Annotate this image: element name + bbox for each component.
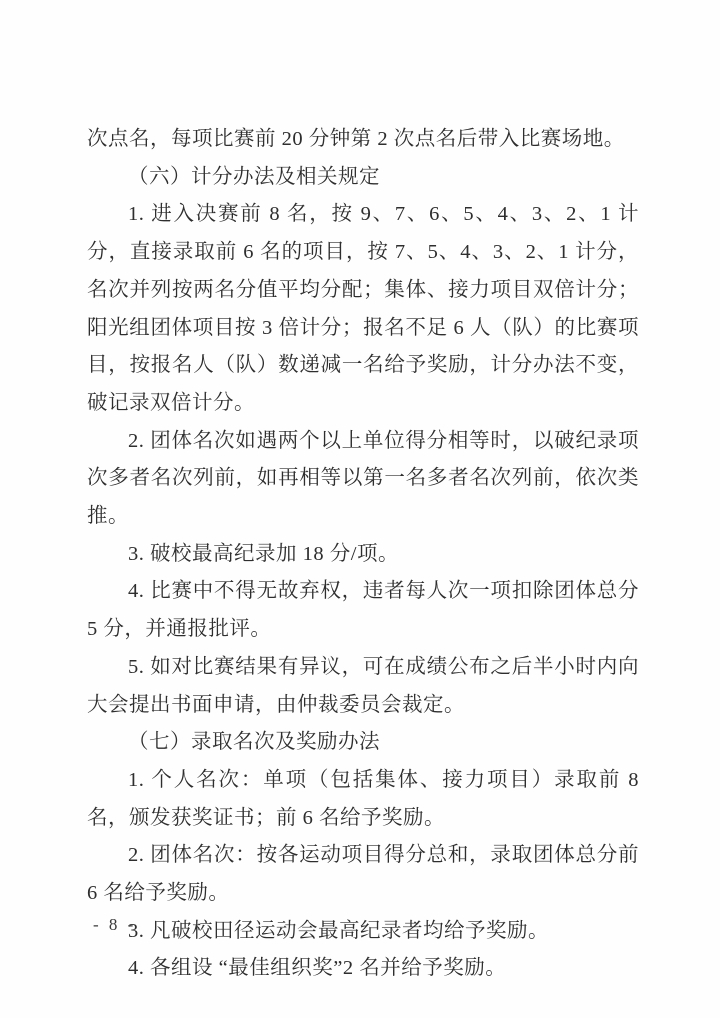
paragraph: 2. 团体名次如遇两个以上单位得分相等时，以破纪录项次多者名次列前，如再相等以第一名多者名次列前，依次类推。 <box>87 429 639 528</box>
paragraph: 1. 个人名次：单项（包括集体、接力项目）录取前 8 名，颁发获奖证书；前 6 名给予奖励。 <box>87 768 639 829</box>
paragraph: 3. 凡破校田径运动会最高纪录者均给予奖励。 <box>128 919 549 942</box>
paragraph: （七）录取名次及奖励办法 <box>128 731 380 754</box>
paragraph: 次点名，每项比赛前 20 分钟第 2 次点名后带入比赛场地。 <box>87 128 625 150</box>
paragraph: 1. 进入决赛前 8 名，按 9、7、6、5、4、3、2、1 计分，直接录取前 6 名的项目，按 7、5、4、3、2、1 计分，名次并列按两名分值平均分配；集体、接力项目双倍计分；阳光组团体项目按 3 倍计分；报名不足 6 人（队）的比赛项目，按报名人（队）数递减一名给予奖励，计分办法不变，破记录双倍计分。 <box>87 203 639 414</box>
page-number: - 8 - <box>93 915 137 934</box>
paragraph: 2. 团体名次：按各运动项目得分总和，录取团体总分前 6 名给予奖励。 <box>87 844 639 905</box>
paragraph: 4. 各组设 “最佳组织奖”2 名并给予奖励。 <box>128 957 507 980</box>
paragraph: 4. 比赛中不得无故弃权，违者每人次一项扣除团体总分 5 分，并通报批评。 <box>87 580 639 641</box>
paragraph: 3. 破校最高纪录加 18 分/项。 <box>128 542 399 565</box>
paragraph: 5. 如对比赛结果有异议，可在成绩公布之后半小时内向大会提出书面申请，由仲裁委员会裁定。 <box>87 655 639 716</box>
paragraph: （六）计分办法及相关规定 <box>128 165 380 188</box>
document-body <box>87 121 639 988</box>
